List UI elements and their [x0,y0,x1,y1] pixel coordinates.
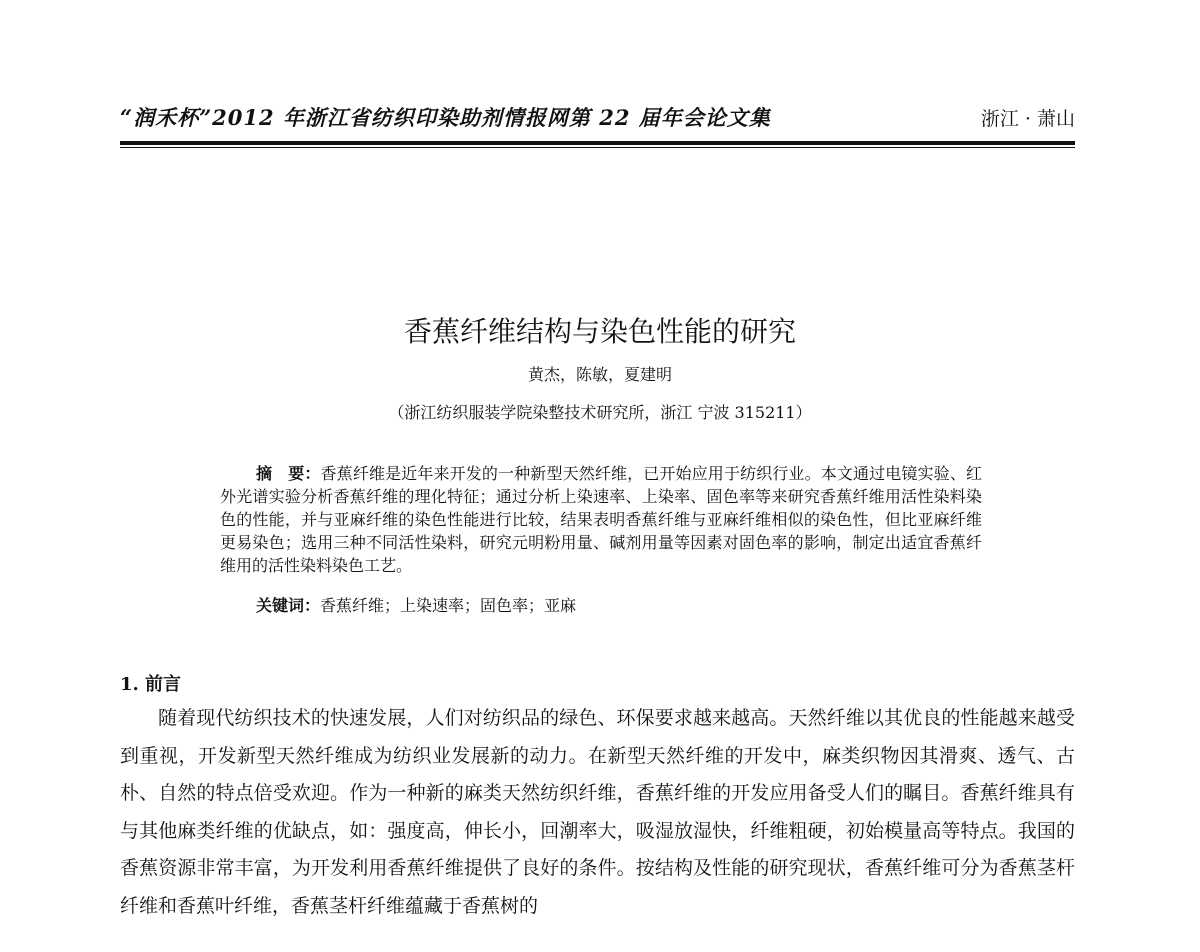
keywords-label: 关键词： [256,596,321,615]
abstract [220,462,982,577]
paper-title: 香蕉纤维结构与染色性能的研究 [403,315,796,348]
paper-authors: 黄杰，陈敏，夏建明 [527,365,672,384]
running-title: “润禾杯”2012 年浙江省纺织印染助剂情报网第 22 届年会论文集 [120,105,771,130]
header-rule-thin [120,147,1075,148]
introduction-paragraph: 随着现代纺织技术的快速发展，人们对纺织品的绿色、环保要求越来越高。天然纤维以其优良的性能越来越受到重视，开发新型天然纤维成为纺织业发展新的动力。在新型天然纤维的开发中，麻类织物因其滑爽、透气、古朴、自然的特点倍受欢迎。作为一种新的麻类天然纺织纤维，香蕉纤维的开发应用备受人们的瞩目。香蕉纤维具有与其他麻类纤维的优缺点，如：强度高，伸长小，回潮率大，吸湿放湿快，纤维粗硬，初始模量高等特点。我国的香蕉资源非常丰富，为开发利用香蕉纤维提供了良好的条件。按结构及性能的研究现状，香蕉纤维可分为香蕉茎杆纤维和香蕉叶纤维，香蕉茎杆纤维蕴藏于香蕉树的 [120,707,1075,917]
paper-affiliation: （浙江纺织服装学院染整技术研究所，浙江 宁波 315211） [388,403,812,422]
keywords-text: 香蕉纤维；上染速率；固色率；亚麻 [320,596,577,615]
keywords [256,594,982,617]
running-header [120,102,1075,142]
abstract-label: 摘 要： [256,464,321,483]
abstract-text: 香蕉纤维是近年来开发的一种新型天然纤维，已开始应用于纺织行业。本文通过电镜实验、红外光谱实验分析香蕉纤维的理化特征；通过分析上染速率、上染率、固色率等来研究香蕉纤维用活性染料染色的性能，并与亚麻纤维的染色性能进行比较，结果表明香蕉纤维与亚麻纤维相似的染色性，但比亚麻纤维更易染色；选用三种不同活性染料，研究元明粉用量、碱剂用量等因素对固色率的影响，制定出适宜香蕉纤维用的活性染料染色工艺。 [220,464,982,575]
header-rule-thick [120,141,1075,145]
running-location: 浙江 · 萧山 [980,108,1075,130]
section-heading-introduction: 1. 前言 [120,674,182,695]
